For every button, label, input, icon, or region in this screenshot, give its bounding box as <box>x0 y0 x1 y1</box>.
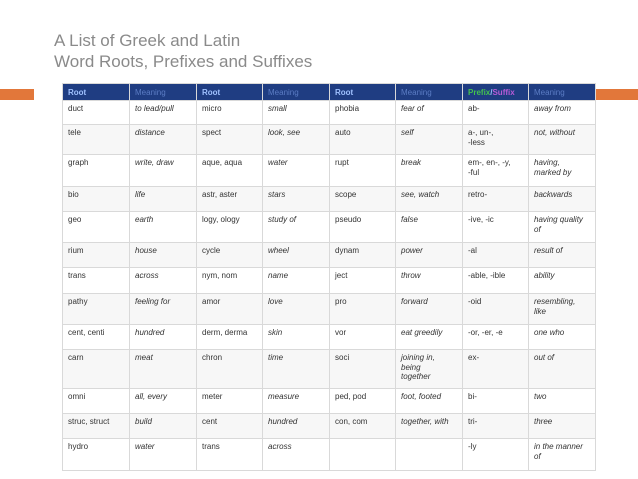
table-row <box>63 125 596 155</box>
cell-meaning-2: hundred <box>263 414 330 439</box>
page-title <box>54 30 454 72</box>
cell-root-3: dynam <box>330 243 396 268</box>
cell-meaning-4: having quality of <box>529 212 596 243</box>
cell-meaning-3: forward <box>396 294 463 325</box>
cell-root-2: cent <box>197 414 263 439</box>
cell-affix: ex- <box>463 350 529 389</box>
cell-root-3: con, com <box>330 414 396 439</box>
header-meaning-1: Meaning <box>130 84 197 101</box>
header-suffix: Suffix <box>492 87 515 97</box>
accent-bar-left <box>0 89 34 100</box>
cell-root-1: duct <box>63 101 130 125</box>
header-root-2: Root <box>197 84 263 101</box>
cell-affix: tri- <box>463 414 529 439</box>
cell-meaning-2: name <box>263 268 330 294</box>
cell-meaning-3: self <box>396 125 463 155</box>
cell-root-3: pseudo <box>330 212 396 243</box>
cell-meaning-3: see, watch <box>396 187 463 212</box>
cell-root-3: auto <box>330 125 396 155</box>
cell-root-3 <box>330 439 396 471</box>
table-row <box>63 350 596 389</box>
cell-meaning-1: across <box>130 268 197 294</box>
cell-meaning-1: hundred <box>130 325 197 350</box>
cell-affix: -ly <box>463 439 529 471</box>
table-row <box>63 294 596 325</box>
table-row <box>63 212 596 243</box>
cell-meaning-4: in the manner of <box>529 439 596 471</box>
table-header-row <box>63 84 596 101</box>
cell-meaning-2: stars <box>263 187 330 212</box>
cell-root-2: micro <box>197 101 263 125</box>
cell-meaning-3: joining in, being together <box>396 350 463 389</box>
cell-root-1: geo <box>63 212 130 243</box>
cell-meaning-4: having, marked by <box>529 155 596 187</box>
cell-meaning-2: time <box>263 350 330 389</box>
cell-meaning-3 <box>396 439 463 471</box>
cell-root-2: aque, aqua <box>197 155 263 187</box>
cell-root-2: chron <box>197 350 263 389</box>
cell-meaning-2: across <box>263 439 330 471</box>
table-row <box>63 187 596 212</box>
cell-root-1: graph <box>63 155 130 187</box>
header-meaning-2: Meaning <box>263 84 330 101</box>
cell-meaning-4: resembling, like <box>529 294 596 325</box>
cell-root-1: struc, struct <box>63 414 130 439</box>
cell-root-1: rium <box>63 243 130 268</box>
table-row <box>63 325 596 350</box>
cell-meaning-3: foot, footed <box>396 389 463 414</box>
cell-meaning-1: house <box>130 243 197 268</box>
cell-root-1: pathy <box>63 294 130 325</box>
cell-root-3: soci <box>330 350 396 389</box>
cell-meaning-4: out of <box>529 350 596 389</box>
cell-root-2: cycle <box>197 243 263 268</box>
cell-meaning-2: wheel <box>263 243 330 268</box>
cell-meaning-1: write, draw <box>130 155 197 187</box>
cell-meaning-1: meat <box>130 350 197 389</box>
cell-meaning-3: throw <box>396 268 463 294</box>
cell-meaning-1: build <box>130 414 197 439</box>
cell-meaning-2: skin <box>263 325 330 350</box>
cell-meaning-2: water <box>263 155 330 187</box>
cell-root-1: trans <box>63 268 130 294</box>
cell-root-1: omni <box>63 389 130 414</box>
cell-root-2: spect <box>197 125 263 155</box>
cell-meaning-4: backwards <box>529 187 596 212</box>
cell-meaning-2: measure <box>263 389 330 414</box>
cell-root-2: trans <box>197 439 263 471</box>
cell-meaning-4: result of <box>529 243 596 268</box>
cell-meaning-2: love <box>263 294 330 325</box>
cell-meaning-3: fear of <box>396 101 463 125</box>
cell-meaning-2: look, see <box>263 125 330 155</box>
cell-meaning-1: life <box>130 187 197 212</box>
cell-affix: -ive, -ic <box>463 212 529 243</box>
cell-root-1: bio <box>63 187 130 212</box>
cell-meaning-2: small <box>263 101 330 125</box>
cell-affix: -able, -ible <box>463 268 529 294</box>
cell-meaning-1: water <box>130 439 197 471</box>
cell-meaning-4: ability <box>529 268 596 294</box>
cell-root-3: phobia <box>330 101 396 125</box>
roots-table <box>62 83 596 471</box>
cell-root-3: rupt <box>330 155 396 187</box>
cell-meaning-3: break <box>396 155 463 187</box>
cell-meaning-3: power <box>396 243 463 268</box>
cell-meaning-1: to lead/pull <box>130 101 197 125</box>
table-row <box>63 389 596 414</box>
header-root-1: Root <box>63 84 130 101</box>
cell-root-2: astr, aster <box>197 187 263 212</box>
cell-root-2: nym, nom <box>197 268 263 294</box>
table-row <box>63 439 596 471</box>
cell-root-1: hydro <box>63 439 130 471</box>
cell-affix: -oid <box>463 294 529 325</box>
cell-affix: -or, -er, -e <box>463 325 529 350</box>
header-root-3: Root <box>330 84 396 101</box>
header-meaning-4: Meaning <box>529 84 596 101</box>
cell-meaning-3: false <box>396 212 463 243</box>
cell-root-3: ped, pod <box>330 389 396 414</box>
cell-affix: a-, un-, -less <box>463 125 529 155</box>
cell-root-3: ject <box>330 268 396 294</box>
header-prefix: Prefix <box>468 87 491 97</box>
cell-affix: ab- <box>463 101 529 125</box>
table-body <box>63 101 596 471</box>
cell-affix: em-, en-, -y, -ful <box>463 155 529 187</box>
header-separator: / <box>490 87 493 97</box>
cell-root-2: logy, ology <box>197 212 263 243</box>
cell-affix: -al <box>463 243 529 268</box>
cell-meaning-4: two <box>529 389 596 414</box>
accent-bar-right <box>596 89 638 100</box>
cell-meaning-1: earth <box>130 212 197 243</box>
cell-affix: retro- <box>463 187 529 212</box>
cell-meaning-4: three <box>529 414 596 439</box>
table-row <box>63 414 596 439</box>
title-line-2: Word Roots, Prefixes and Suffixes <box>54 52 313 71</box>
cell-meaning-1: all, every <box>130 389 197 414</box>
cell-meaning-4: away from <box>529 101 596 125</box>
title-line-1: A List of Greek and Latin <box>54 31 241 50</box>
table-row <box>63 268 596 294</box>
cell-root-1: carn <box>63 350 130 389</box>
cell-root-3: vor <box>330 325 396 350</box>
table-row <box>63 243 596 268</box>
cell-root-2: amor <box>197 294 263 325</box>
cell-root-3: scope <box>330 187 396 212</box>
cell-root-1: cent, centi <box>63 325 130 350</box>
cell-root-2: meter <box>197 389 263 414</box>
cell-root-3: pro <box>330 294 396 325</box>
cell-meaning-2: study of <box>263 212 330 243</box>
cell-meaning-1: feeling for <box>130 294 197 325</box>
table-row <box>63 155 596 187</box>
cell-meaning-3: together, with <box>396 414 463 439</box>
cell-root-1: tele <box>63 125 130 155</box>
cell-meaning-4: one who <box>529 325 596 350</box>
cell-meaning-4: not, without <box>529 125 596 155</box>
header-prefix-suffix <box>463 84 529 101</box>
table-row <box>63 101 596 125</box>
cell-meaning-3: eat greedily <box>396 325 463 350</box>
cell-meaning-1: distance <box>130 125 197 155</box>
cell-affix: bi- <box>463 389 529 414</box>
header-meaning-3: Meaning <box>396 84 463 101</box>
cell-root-2: derm, derma <box>197 325 263 350</box>
